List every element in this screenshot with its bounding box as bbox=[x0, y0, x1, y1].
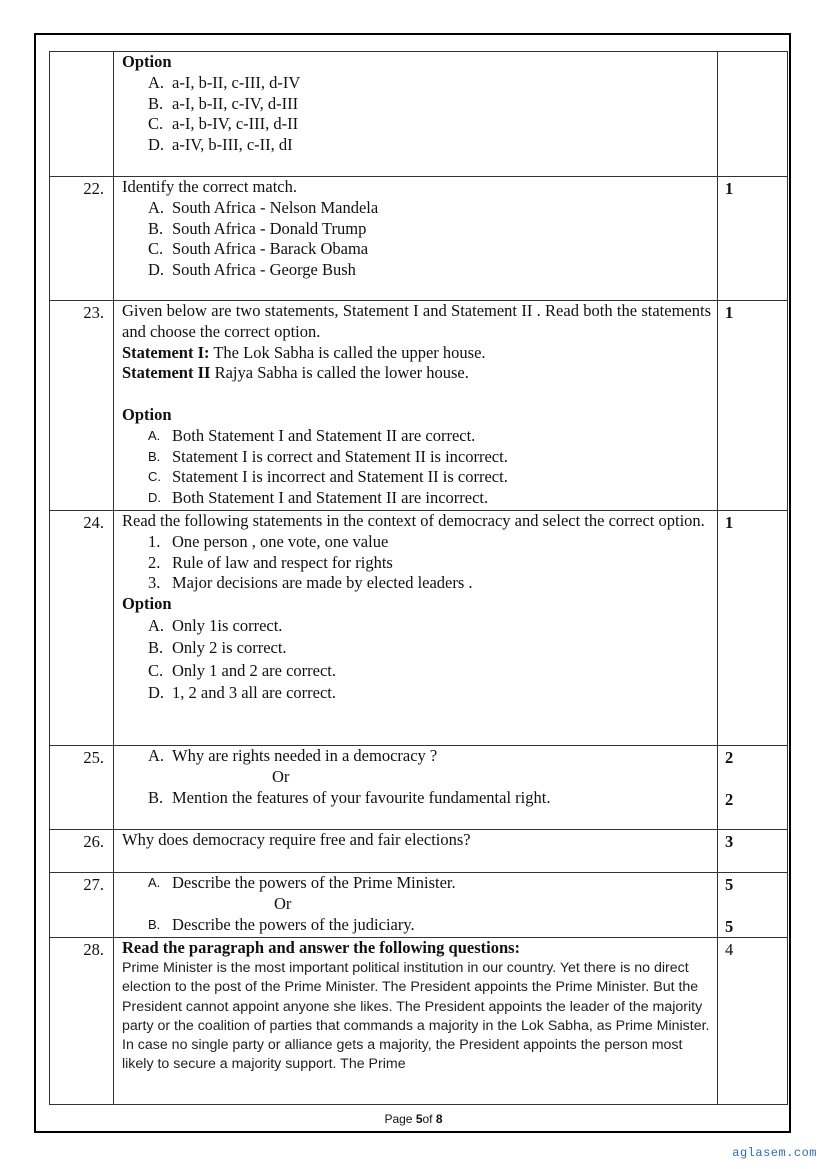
question-body bbox=[114, 52, 718, 177]
option-text: Only 1is correct. bbox=[172, 615, 283, 635]
watermark: aglasem.com bbox=[732, 1146, 817, 1160]
option-text: a-I, b-II, c-IV, d-III bbox=[172, 93, 299, 113]
statement-number: 3. bbox=[148, 573, 161, 593]
option-text: Both Statement I and Statement II are correct. bbox=[172, 425, 476, 445]
list-item bbox=[148, 94, 711, 115]
table-row bbox=[50, 873, 788, 938]
option-letter: A. bbox=[148, 197, 165, 217]
list-item bbox=[148, 682, 711, 705]
marks-cell bbox=[718, 746, 788, 830]
option-text: South Africa - Donald Trump bbox=[172, 218, 367, 238]
marks-b: 2 bbox=[725, 789, 734, 809]
option-list bbox=[122, 73, 711, 156]
page-current: 5 bbox=[415, 1112, 423, 1126]
statement-text: Rule of law and respect for rights bbox=[172, 552, 393, 572]
table-row bbox=[50, 177, 788, 301]
question-body bbox=[114, 301, 718, 511]
marks-cell bbox=[718, 873, 788, 938]
list-item bbox=[148, 637, 711, 660]
or-divider: Or bbox=[272, 766, 290, 786]
part-letter: A. bbox=[148, 875, 161, 890]
statement-text: Rajya Sabha is called the lower house. bbox=[210, 363, 469, 383]
passage-text: Prime Minister is the most important political institution in our country. Yet there is no direct election to the post of the Prime Minister. The President appoints the Prime Minister. But the President cannot appoint anyone she likes. The President appoints the leader of the majority party or the coalition of parties that commands a majority in the Lok Sabha, as Prime Minister. In case no single party or alliance gets a majority, the President appoints the person most likely to secure a majority support. The Prime bbox=[122, 960, 710, 1073]
list-item bbox=[148, 660, 711, 683]
marks-cell: 4 bbox=[718, 938, 788, 1105]
option-text: Only 1 and 2 are correct. bbox=[172, 660, 337, 680]
spacer bbox=[725, 769, 787, 790]
statement-text: Major decisions are made by elected leaders . bbox=[172, 573, 473, 593]
question-table bbox=[49, 51, 788, 1105]
option-letter: A. bbox=[148, 615, 165, 635]
table-row bbox=[50, 52, 788, 177]
option-heading: Option bbox=[122, 404, 172, 424]
question-body bbox=[114, 830, 718, 873]
option-text: a-I, b-II, c-III, d-IV bbox=[172, 72, 301, 92]
question-body bbox=[114, 746, 718, 830]
list-item bbox=[148, 467, 711, 488]
list-item bbox=[148, 219, 711, 240]
statement-list bbox=[122, 532, 711, 594]
table-row bbox=[50, 511, 788, 746]
list-item bbox=[148, 915, 711, 936]
question-number: 28. bbox=[50, 938, 114, 1105]
table-row bbox=[50, 746, 788, 830]
question-text: Why does democracy require free and fair elections? bbox=[122, 830, 471, 849]
list-item bbox=[148, 873, 711, 894]
question-text: Given below are two statements, Statement I and Statement II . Read both the statements and choose the correct option. bbox=[122, 301, 711, 341]
part-text: Describe the powers of the Prime Minister. bbox=[172, 873, 456, 892]
question-number: 22. bbox=[50, 177, 114, 301]
option-letter: B. bbox=[148, 448, 161, 464]
option-text: Statement I is correct and Statement II is incorrect. bbox=[172, 446, 508, 466]
list-item bbox=[148, 746, 711, 767]
statement-number: 1. bbox=[148, 531, 161, 551]
option-text: a-IV, b-III, c-II, dI bbox=[172, 135, 293, 155]
option-text: a-I, b-IV, c-III, d-II bbox=[172, 114, 299, 134]
part-letter: A. bbox=[148, 746, 165, 765]
question-number: 24. bbox=[50, 511, 114, 746]
option-letter: A. bbox=[148, 427, 161, 443]
page-footer bbox=[0, 1112, 827, 1126]
list-item bbox=[148, 426, 711, 447]
question-text: Identify the correct match. bbox=[122, 177, 297, 196]
option-letter: B. bbox=[148, 93, 164, 113]
page-of: of bbox=[422, 1112, 436, 1126]
question-number: 25. bbox=[50, 746, 114, 830]
option-list bbox=[122, 615, 711, 705]
option-text: Statement I is incorrect and Statement II is correct. bbox=[172, 467, 508, 487]
table-row bbox=[50, 938, 788, 1105]
list-item bbox=[148, 532, 711, 553]
list-item bbox=[148, 573, 711, 594]
option-heading: Option bbox=[122, 594, 172, 614]
option-letter: B. bbox=[148, 218, 164, 238]
list-item bbox=[148, 260, 711, 281]
list-item bbox=[148, 488, 711, 509]
option-letter: A. bbox=[148, 72, 165, 92]
marks-cell bbox=[718, 52, 788, 177]
statement-1 bbox=[122, 343, 711, 364]
marks-cell: 1 bbox=[718, 511, 788, 746]
option-text: South Africa - Nelson Mandela bbox=[172, 197, 379, 217]
part-letter: B. bbox=[148, 916, 161, 932]
option-letter: D. bbox=[148, 135, 165, 155]
option-list bbox=[122, 915, 711, 936]
list-item bbox=[148, 135, 711, 156]
table-row bbox=[50, 830, 788, 873]
question-number: 27. bbox=[50, 873, 114, 938]
statement-label: Statement II bbox=[122, 363, 211, 383]
question-heading: Read the paragraph and answer the following questions: bbox=[122, 938, 521, 958]
option-text: Both Statement I and Statement II are incorrect. bbox=[172, 488, 489, 508]
part-text: Why are rights needed in a democracy ? bbox=[172, 746, 438, 765]
page-total: 8 bbox=[435, 1112, 443, 1126]
part-letter: B. bbox=[148, 787, 164, 807]
list-item bbox=[148, 114, 711, 135]
marks-a: 5 bbox=[725, 875, 734, 894]
option-letter: D. bbox=[148, 260, 165, 280]
question-number bbox=[50, 52, 114, 177]
part-text: Describe the powers of the judiciary. bbox=[172, 914, 415, 934]
marks-cell: 1 bbox=[718, 177, 788, 301]
option-letter: D. bbox=[148, 683, 165, 703]
table-row bbox=[50, 301, 788, 511]
list-item bbox=[148, 239, 711, 260]
option-list bbox=[122, 426, 711, 509]
option-letter: C. bbox=[148, 469, 161, 485]
question-body bbox=[114, 511, 718, 746]
question-number: 26. bbox=[50, 830, 114, 873]
question-body bbox=[114, 938, 718, 1105]
list-item bbox=[148, 553, 711, 574]
question-number: 23. bbox=[50, 301, 114, 511]
option-letter: D. bbox=[148, 490, 161, 506]
option-text: South Africa - George Bush bbox=[172, 260, 356, 280]
list-item bbox=[148, 73, 711, 94]
statement-text: The Lok Sabha is called the upper house. bbox=[209, 342, 486, 362]
option-list bbox=[122, 746, 711, 767]
list-item bbox=[148, 615, 711, 638]
list-item bbox=[148, 788, 711, 809]
marks-cell: 3 bbox=[718, 830, 788, 873]
question-body bbox=[114, 873, 718, 938]
statement-label: Statement I: bbox=[122, 342, 210, 362]
option-letter: C. bbox=[148, 114, 164, 134]
marks-b: 5 bbox=[725, 916, 734, 936]
list-item bbox=[148, 447, 711, 468]
statement-2 bbox=[122, 363, 711, 384]
statement-text: One person , one vote, one value bbox=[172, 531, 389, 551]
spacer bbox=[725, 896, 787, 917]
or-divider: Or bbox=[274, 893, 292, 913]
list-item bbox=[148, 198, 711, 219]
part-text: Mention the features of your favourite fundamental right. bbox=[172, 787, 551, 807]
option-list bbox=[122, 788, 711, 809]
option-list bbox=[122, 198, 711, 281]
option-text: Only 2 is correct. bbox=[172, 638, 287, 658]
option-letter: B. bbox=[148, 638, 164, 658]
question-body bbox=[114, 177, 718, 301]
marks-cell: 1 bbox=[718, 301, 788, 511]
option-list bbox=[122, 873, 711, 894]
option-text: South Africa - Barack Obama bbox=[172, 239, 369, 259]
option-text: 1, 2 and 3 all are correct. bbox=[172, 683, 337, 703]
spacer bbox=[122, 384, 711, 405]
statement-number: 2. bbox=[148, 552, 161, 572]
marks-a: 2 bbox=[725, 748, 734, 767]
option-heading: Option bbox=[122, 52, 172, 71]
page-prefix: Page bbox=[384, 1112, 416, 1126]
question-text: Read the following statements in the context of democracy and select the correct option. bbox=[122, 511, 705, 530]
option-letter: C. bbox=[148, 660, 164, 680]
option-letter: C. bbox=[148, 239, 164, 259]
